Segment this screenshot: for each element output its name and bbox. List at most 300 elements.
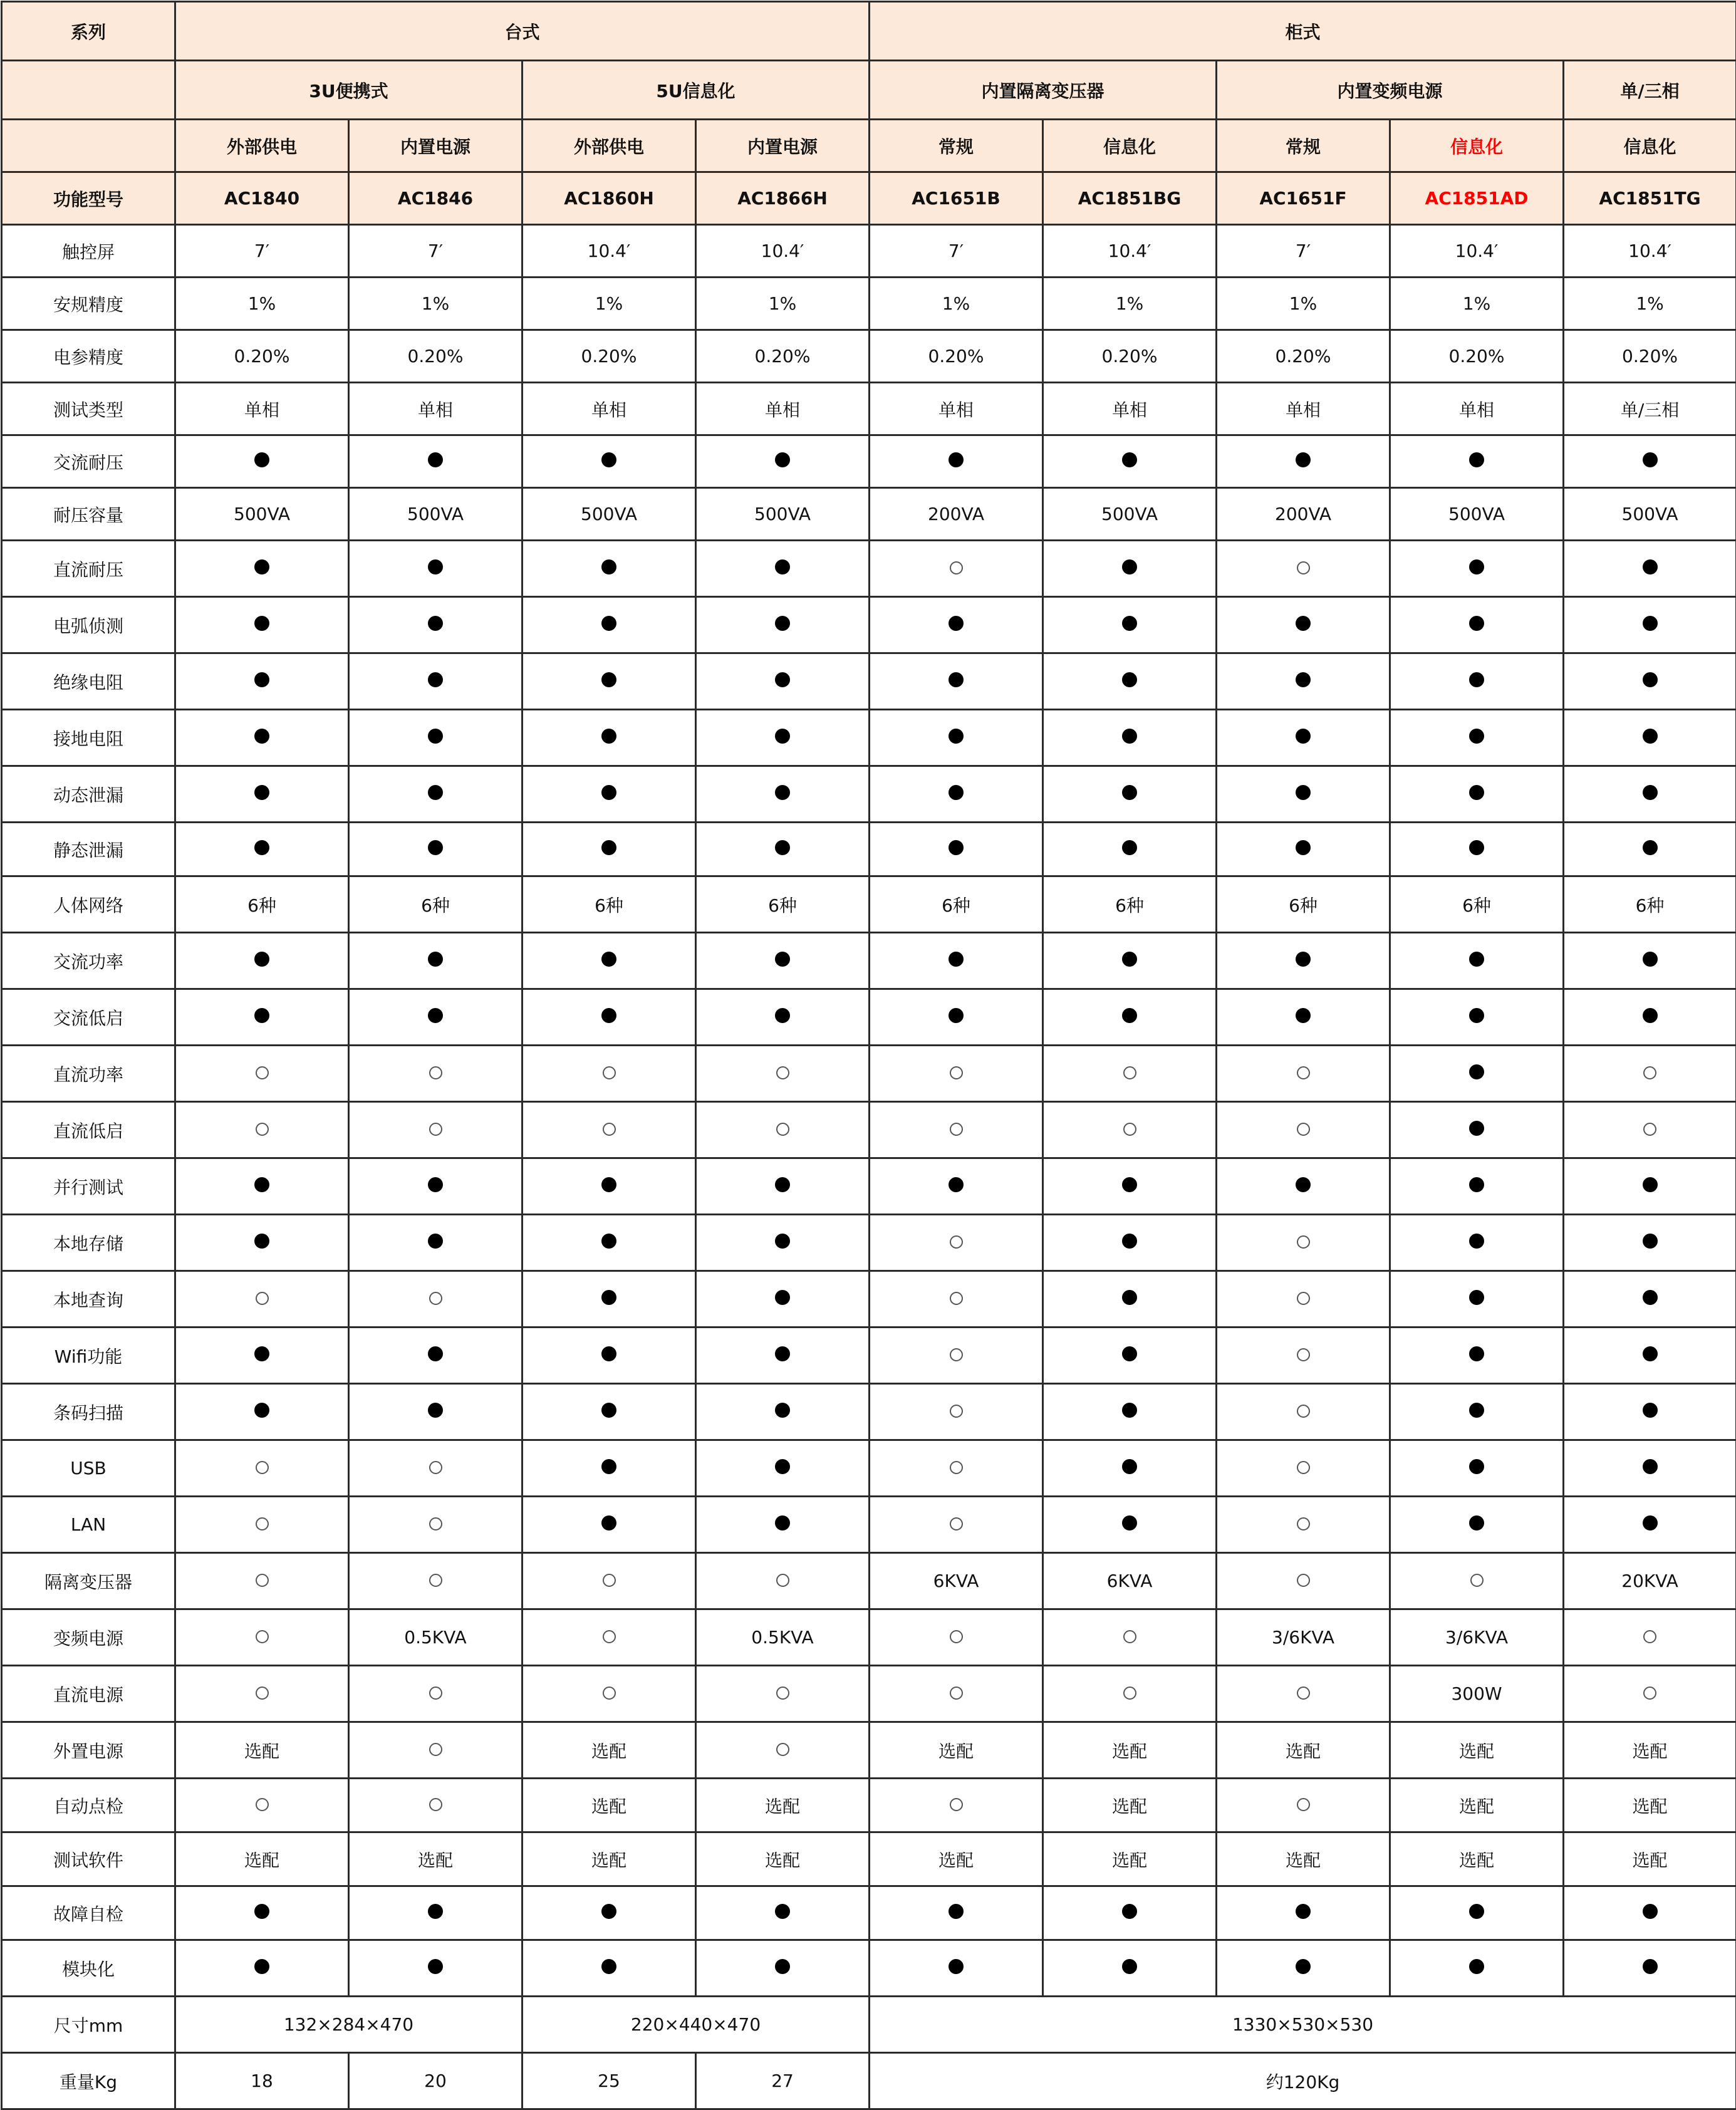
feature-cell (175, 1940, 349, 1997)
value-cell: 0.20% (175, 330, 349, 383)
filled-circle-icon (775, 1403, 790, 1418)
feature-cell (1390, 1553, 1564, 1609)
filled-circle-icon (428, 1008, 443, 1023)
filled-circle-icon (601, 1008, 616, 1023)
value-cell: 选配 (175, 1832, 349, 1886)
feature-cell (696, 1271, 870, 1328)
table-row (2, 1440, 1736, 1497)
filled-circle-icon (949, 616, 964, 631)
feature-cell (870, 1102, 1043, 1158)
empty-circle-icon (950, 1123, 963, 1136)
feature-cell (1217, 597, 1390, 653)
row-label: 动态泄漏 (2, 766, 175, 823)
value-cell: 选配 (1564, 1779, 1736, 1832)
header-cell: 柜式 (870, 2, 1736, 61)
feature-cell (349, 1158, 522, 1215)
filled-circle-icon (775, 1290, 790, 1305)
table-row (2, 1832, 1736, 1886)
feature-cell (1564, 653, 1736, 710)
row-label: 直流功率 (2, 1046, 175, 1102)
empty-circle-icon (950, 1405, 963, 1418)
header-cell: AC1860H (522, 172, 696, 225)
value-cell: 10.4′ (696, 225, 870, 278)
row-label: 模块化 (2, 1940, 175, 1997)
value-cell: 6种 (522, 876, 696, 933)
value-cell: 选配 (696, 1832, 870, 1886)
table-row (2, 1609, 1736, 1666)
value-cell: 单相 (349, 383, 522, 435)
value-cell: 选配 (522, 1779, 696, 1832)
feature-cell (175, 1886, 349, 1940)
filled-circle-icon (1122, 672, 1137, 687)
header-cell: 常规 (870, 120, 1043, 172)
value-cell: 1% (1564, 278, 1736, 330)
filled-circle-icon (1469, 672, 1484, 687)
header-row (2, 2, 1736, 61)
filled-circle-icon (1122, 1403, 1137, 1418)
filled-circle-icon (775, 1515, 790, 1531)
filled-circle-icon (254, 452, 269, 467)
feature-cell (1217, 1102, 1390, 1158)
feature-cell (1390, 1384, 1564, 1440)
filled-circle-icon (1643, 840, 1658, 855)
feature-cell (1217, 989, 1390, 1046)
filled-circle-icon (601, 1234, 616, 1249)
table-row (2, 541, 1736, 597)
row-label: 尺寸mm (2, 1997, 175, 2053)
filled-circle-icon (949, 1959, 964, 1974)
empty-circle-icon (1297, 1348, 1310, 1361)
feature-cell (349, 1271, 522, 1328)
filled-circle-icon (428, 452, 443, 467)
feature-cell (522, 1158, 696, 1215)
feature-cell (696, 933, 870, 989)
table-row (2, 1158, 1736, 1215)
value-cell: 选配 (175, 1722, 349, 1779)
table-row (2, 653, 1736, 710)
feature-cell (1217, 653, 1390, 710)
empty-circle-icon (256, 1292, 269, 1305)
filled-circle-icon (254, 616, 269, 631)
feature-cell (1390, 1940, 1564, 1997)
feature-cell (522, 1440, 696, 1497)
filled-circle-icon (775, 1346, 790, 1361)
filled-circle-icon (428, 729, 443, 744)
empty-circle-icon (1643, 1630, 1656, 1643)
filled-circle-icon (1643, 1403, 1658, 1418)
feature-cell (1043, 1215, 1217, 1271)
table-row (2, 933, 1736, 989)
row-label: 直流耐压 (2, 541, 175, 597)
filled-circle-icon (1122, 452, 1137, 467)
value-cell: 单/三相 (1564, 383, 1736, 435)
feature-cell (175, 435, 349, 488)
value-cell: 单相 (522, 383, 696, 435)
value-cell: 选配 (1390, 1832, 1564, 1886)
row-label: 接地电阻 (2, 710, 175, 766)
row-label: 交流低启 (2, 989, 175, 1046)
header-cell: 5U信息化 (522, 61, 870, 120)
value-cell: 6种 (870, 876, 1043, 933)
filled-circle-icon (1122, 1346, 1137, 1361)
header-cell: 内置电源 (696, 120, 870, 172)
feature-cell (870, 1666, 1043, 1722)
feature-cell (522, 1666, 696, 1722)
row-label: 本地查询 (2, 1271, 175, 1328)
filled-circle-icon (601, 785, 616, 800)
filled-circle-icon (949, 1904, 964, 1919)
spec-table-body (2, 2, 1736, 2109)
feature-cell (349, 1722, 522, 1779)
feature-cell (1043, 1158, 1217, 1215)
feature-cell (1564, 1440, 1736, 1497)
feature-cell (522, 1886, 696, 1940)
value-cell: 6种 (1390, 876, 1564, 933)
filled-circle-icon (1643, 672, 1658, 687)
filled-circle-icon (254, 559, 269, 574)
filled-circle-icon (1122, 1459, 1137, 1474)
feature-cell (1390, 1102, 1564, 1158)
value-cell: 7′ (175, 225, 349, 278)
empty-circle-icon (603, 1574, 616, 1587)
feature-cell (175, 1440, 349, 1497)
feature-cell (349, 597, 522, 653)
filled-circle-icon (1296, 1008, 1311, 1023)
feature-cell (175, 1779, 349, 1832)
feature-cell (1390, 1271, 1564, 1328)
filled-circle-icon (1122, 1290, 1137, 1305)
table-row (2, 1553, 1736, 1609)
feature-cell (870, 1215, 1043, 1271)
filled-circle-icon (1643, 1959, 1658, 1974)
empty-circle-icon (950, 1517, 963, 1531)
value-cell: 6种 (696, 876, 870, 933)
empty-circle-icon (1297, 1461, 1310, 1474)
table-row (2, 278, 1736, 330)
feature-cell (696, 710, 870, 766)
filled-circle-icon (254, 785, 269, 800)
value-cell: 1% (1043, 278, 1217, 330)
feature-cell (1217, 1384, 1390, 1440)
value-cell: 10.4′ (1043, 225, 1217, 278)
value-cell: 约120Kg (870, 2053, 1736, 2109)
feature-cell (696, 1158, 870, 1215)
filled-circle-icon (1296, 672, 1311, 687)
filled-circle-icon (949, 952, 964, 967)
filled-circle-icon (1469, 1904, 1484, 1919)
feature-cell (349, 710, 522, 766)
value-cell: 单相 (1043, 383, 1217, 435)
feature-cell (1217, 1440, 1390, 1497)
value-cell: 单相 (175, 383, 349, 435)
feature-cell (175, 1384, 349, 1440)
feature-cell (522, 541, 696, 597)
feature-cell (1043, 710, 1217, 766)
feature-cell (696, 1886, 870, 1940)
filled-circle-icon (428, 1346, 443, 1361)
feature-cell (349, 933, 522, 989)
value-cell: 选配 (349, 1832, 522, 1886)
feature-cell (870, 989, 1043, 1046)
filled-circle-icon (1643, 729, 1658, 744)
value-cell: 200VA (1217, 488, 1390, 541)
feature-cell (1564, 989, 1736, 1046)
filled-circle-icon (1643, 452, 1658, 467)
empty-circle-icon (1297, 1798, 1310, 1811)
feature-cell (1217, 1046, 1390, 1102)
value-cell: 20 (349, 2053, 522, 2109)
filled-circle-icon (601, 452, 616, 467)
filled-circle-icon (428, 1234, 443, 1249)
header-cell: 信息化 (1043, 120, 1217, 172)
filled-circle-icon (601, 1515, 616, 1531)
filled-circle-icon (1643, 1515, 1658, 1531)
feature-cell (696, 653, 870, 710)
filled-circle-icon (1469, 1008, 1484, 1023)
row-label: 触控屏 (2, 225, 175, 278)
table-row (2, 766, 1736, 823)
filled-circle-icon (949, 452, 964, 467)
value-cell: 500VA (522, 488, 696, 541)
table-row (2, 1940, 1736, 1997)
feature-cell (1390, 1328, 1564, 1384)
table-row (2, 597, 1736, 653)
feature-cell (1043, 989, 1217, 1046)
feature-cell (1564, 1940, 1736, 1997)
table-row (2, 1215, 1736, 1271)
feature-cell (175, 989, 349, 1046)
filled-circle-icon (1643, 1234, 1658, 1249)
table-row (2, 1384, 1736, 1440)
empty-circle-icon (776, 1123, 789, 1136)
feature-cell (522, 435, 696, 488)
filled-circle-icon (775, 1008, 790, 1023)
feature-cell (349, 1666, 522, 1722)
filled-circle-icon (1469, 1346, 1484, 1361)
table-row (2, 225, 1736, 278)
feature-cell (870, 710, 1043, 766)
empty-circle-icon (429, 1517, 442, 1531)
empty-circle-icon (1297, 1235, 1310, 1249)
value-cell: 6KVA (870, 1553, 1043, 1609)
feature-cell (349, 653, 522, 710)
feature-cell (1043, 1271, 1217, 1328)
empty-circle-icon (256, 1066, 269, 1079)
feature-cell (175, 653, 349, 710)
empty-circle-icon (256, 1517, 269, 1531)
value-cell: 1% (1390, 278, 1564, 330)
empty-circle-icon (776, 1686, 789, 1700)
filled-circle-icon (601, 1959, 616, 1974)
filled-circle-icon (428, 1177, 443, 1192)
header-label-cell: 系列 (2, 2, 175, 61)
header-cell: 常规 (1217, 120, 1390, 172)
filled-circle-icon (254, 1177, 269, 1192)
table-row (2, 1886, 1736, 1940)
empty-circle-icon (1297, 1066, 1310, 1079)
value-cell: 选配 (1217, 1832, 1390, 1886)
feature-cell (1217, 766, 1390, 823)
table-row (2, 1722, 1736, 1779)
feature-cell (1043, 597, 1217, 653)
feature-cell (349, 1102, 522, 1158)
value-cell: 20KVA (1564, 1553, 1736, 1609)
filled-circle-icon (949, 729, 964, 744)
filled-circle-icon (428, 559, 443, 574)
feature-cell (1390, 933, 1564, 989)
feature-cell (1043, 1609, 1217, 1666)
header-row (2, 172, 1736, 225)
value-cell: 1% (696, 278, 870, 330)
filled-circle-icon (428, 952, 443, 967)
filled-circle-icon (775, 452, 790, 467)
feature-cell (870, 1271, 1043, 1328)
filled-circle-icon (1469, 1959, 1484, 1974)
value-cell: 单相 (1390, 383, 1564, 435)
filled-circle-icon (775, 1234, 790, 1249)
feature-cell (870, 766, 1043, 823)
feature-cell (1217, 1158, 1390, 1215)
filled-circle-icon (1469, 1234, 1484, 1249)
filled-circle-icon (1469, 1177, 1484, 1192)
feature-cell (1217, 1940, 1390, 1997)
feature-cell (1217, 541, 1390, 597)
filled-circle-icon (1122, 559, 1137, 574)
feature-cell (1217, 1271, 1390, 1328)
value-cell: 0.20% (696, 330, 870, 383)
value-cell: 选配 (1043, 1722, 1217, 1779)
value-cell: 10.4′ (522, 225, 696, 278)
feature-cell (175, 1215, 349, 1271)
feature-cell (870, 1886, 1043, 1940)
table-row (2, 1102, 1736, 1158)
row-label: 重量Kg (2, 2053, 175, 2109)
feature-cell (1564, 766, 1736, 823)
header-cell: AC1851AD (1390, 172, 1564, 225)
feature-cell (522, 989, 696, 1046)
filled-circle-icon (1122, 1904, 1137, 1919)
feature-cell (349, 1886, 522, 1940)
feature-cell (870, 653, 1043, 710)
feature-cell (696, 1940, 870, 1997)
empty-circle-icon (1297, 1292, 1310, 1305)
value-cell: 3/6KVA (1390, 1609, 1564, 1666)
header-cell: 内置电源 (349, 120, 522, 172)
empty-circle-icon (256, 1461, 269, 1474)
empty-circle-icon (1297, 1574, 1310, 1587)
feature-cell (175, 597, 349, 653)
filled-circle-icon (775, 1904, 790, 1919)
feature-cell (175, 1271, 349, 1328)
row-label: 自动点检 (2, 1779, 175, 1832)
empty-circle-icon (776, 1066, 789, 1079)
feature-cell (1390, 823, 1564, 876)
feature-cell (1564, 1497, 1736, 1553)
feature-cell (522, 1553, 696, 1609)
filled-circle-icon (1643, 616, 1658, 631)
feature-cell (1564, 1609, 1736, 1666)
table-row (2, 1271, 1736, 1328)
filled-circle-icon (1469, 1515, 1484, 1531)
empty-circle-icon (950, 1630, 963, 1643)
feature-cell (349, 1497, 522, 1553)
feature-cell (1217, 435, 1390, 488)
table-row (2, 1497, 1736, 1553)
filled-circle-icon (1122, 840, 1137, 855)
row-label: 直流电源 (2, 1666, 175, 1722)
feature-cell (522, 653, 696, 710)
feature-cell (349, 541, 522, 597)
filled-circle-icon (428, 785, 443, 800)
value-cell: 单相 (696, 383, 870, 435)
filled-circle-icon (775, 559, 790, 574)
header-label-cell (2, 120, 175, 172)
feature-cell (1043, 541, 1217, 597)
feature-cell (696, 1102, 870, 1158)
filled-circle-icon (775, 1459, 790, 1474)
filled-circle-icon (254, 840, 269, 855)
value-cell: 7′ (870, 225, 1043, 278)
feature-cell (349, 989, 522, 1046)
feature-cell (1390, 1886, 1564, 1940)
feature-cell (696, 1722, 870, 1779)
header-label-cell (2, 61, 175, 120)
filled-circle-icon (254, 1959, 269, 1974)
empty-circle-icon (1297, 1123, 1310, 1136)
value-cell: 500VA (696, 488, 870, 541)
empty-circle-icon (950, 1461, 963, 1474)
feature-cell (870, 435, 1043, 488)
empty-circle-icon (429, 1292, 442, 1305)
feature-cell (522, 1609, 696, 1666)
feature-cell (175, 541, 349, 597)
feature-cell (1564, 1886, 1736, 1940)
feature-cell (870, 1609, 1043, 1666)
empty-circle-icon (429, 1574, 442, 1587)
value-cell: 单相 (1217, 383, 1390, 435)
header-cell: AC1866H (696, 172, 870, 225)
feature-cell (349, 1328, 522, 1384)
value-cell: 10.4′ (1390, 225, 1564, 278)
feature-cell (175, 1046, 349, 1102)
value-cell: 132×284×470 (175, 1997, 522, 2053)
feature-cell (870, 1940, 1043, 1997)
filled-circle-icon (428, 1959, 443, 1974)
filled-circle-icon (1469, 840, 1484, 855)
empty-circle-icon (603, 1123, 616, 1136)
empty-circle-icon (950, 1348, 963, 1361)
header-cell: AC1851BG (1043, 172, 1217, 225)
value-cell: 1330×530×530 (870, 1997, 1736, 2053)
value-cell: 500VA (175, 488, 349, 541)
feature-cell (1564, 1666, 1736, 1722)
row-label: Wifi功能 (2, 1328, 175, 1384)
feature-cell (522, 1271, 696, 1328)
feature-cell (696, 766, 870, 823)
empty-circle-icon (950, 1235, 963, 1249)
feature-cell (696, 1553, 870, 1609)
feature-cell (1043, 1440, 1217, 1497)
feature-cell (522, 1046, 696, 1102)
feature-cell (175, 1497, 349, 1553)
empty-circle-icon (603, 1630, 616, 1643)
feature-cell (1043, 1666, 1217, 1722)
empty-circle-icon (950, 1066, 963, 1079)
filled-circle-icon (1643, 1290, 1658, 1305)
feature-cell (1564, 435, 1736, 488)
row-label: 交流耐压 (2, 435, 175, 488)
filled-circle-icon (1643, 559, 1658, 574)
